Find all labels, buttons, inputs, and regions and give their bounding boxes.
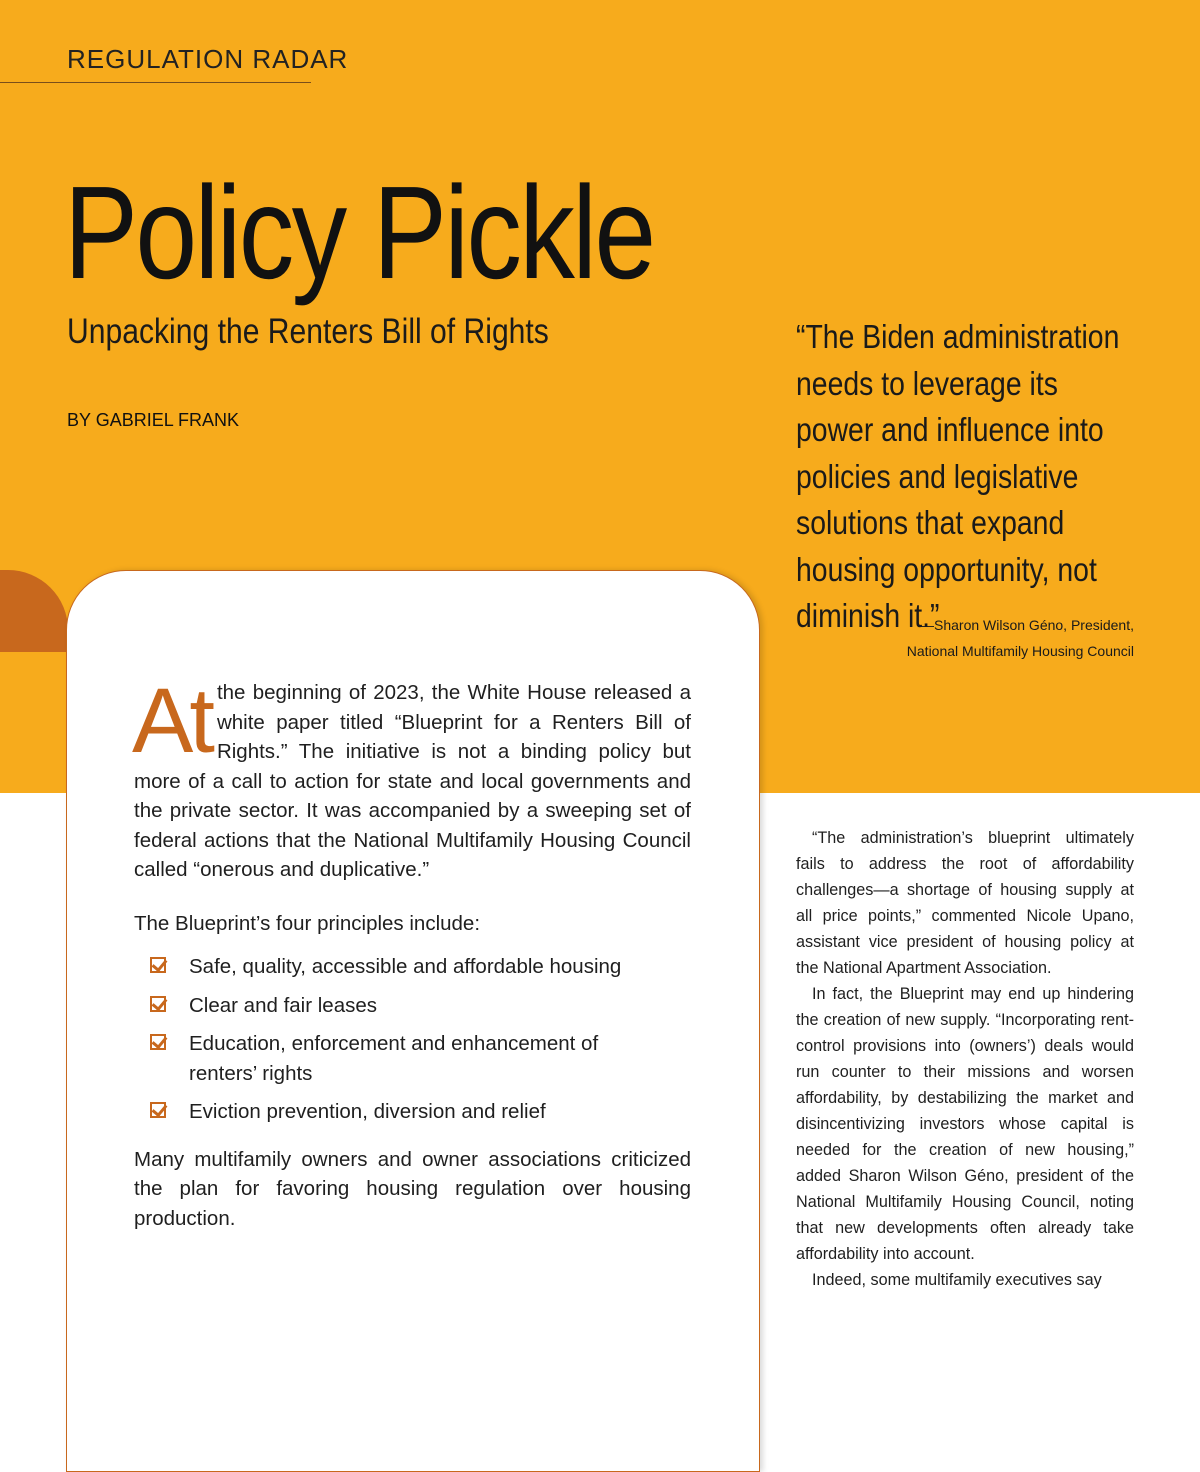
attribution-line-1: —Sharon Wilson Géno, President,: [920, 617, 1134, 633]
drop-cap: At: [132, 670, 211, 772]
side-paragraph: In fact, the Blueprint may end up hindering the creation of new supply. “Incorporating rent-control provisions into (owners’) deals would run counter to their missions and worsen affordability, by destabilizing the market and disincentivizing investors whose capital is needed for the creation of new housing,” added Sharon Wilson Géno, president of the National Multifamily Housing Council, noting that new developments often already take affordability into account.: [796, 985, 1134, 1263]
pull-quote-text: “The Biden administration needs to leverage its power and influence into policies and legislative solutions that expand housing opportunity, not diminish it.”: [796, 318, 1120, 634]
section-label: REGULATION RADAR: [67, 44, 349, 74]
attribution-line-2: National Multifamily Housing Council: [906, 643, 1134, 659]
checkbox-icon: [150, 996, 166, 1012]
principles-list: [134, 952, 691, 1127]
checkbox-icon: [150, 957, 166, 973]
side-paragraph: “The administration’s blueprint ultimately fails to address the root of affordability challenges—a shortage of housing supply at all price points,” commented Nicole Upano, assistant vice president of housing policy at the National Apartment Association.: [796, 829, 1134, 977]
principles-intro: The Blueprint’s four principles include:: [134, 911, 481, 935]
list-item: [134, 1097, 691, 1127]
checkbox-icon: [150, 1102, 166, 1118]
intro-paragraph-text: the beginning of 2023, the White House released a white paper titled “Blueprint for a Renters Bill of Rights.” The initiative is not a binding policy but more of a call to action for state and local governments and the private sector. It was accompanied by a sweeping set of federal actions that the National Multifamily Housing Council called “onerous and duplicative.”: [134, 681, 691, 881]
main-article-column: [132, 670, 691, 1233]
list-item: [134, 952, 691, 982]
list-item-text: Clear and fair leases: [189, 993, 378, 1017]
section-divider: [0, 82, 311, 83]
closing-paragraph: Many multifamily owners and owner associations criticized the plan for favoring housing regulation over housing production.: [134, 1147, 691, 1230]
checkbox-icon: [150, 1034, 166, 1050]
article-subtitle: Unpacking the Renters Bill of Rights: [67, 312, 549, 351]
pull-quote: [796, 314, 1136, 640]
side-paragraph: Indeed, some multifamily executives say: [812, 1271, 1102, 1289]
article-title: Policy Pickle: [64, 159, 654, 306]
list-item-text: Safe, quality, accessible and affordable housing: [189, 955, 622, 978]
byline: BY GABRIEL FRANK: [67, 410, 240, 430]
list-item: [134, 991, 691, 1021]
pull-quote-attribution: [907, 612, 1134, 664]
side-article-column: [796, 825, 1134, 1293]
list-item: [134, 1029, 691, 1088]
intro-paragraph: [132, 670, 691, 885]
list-item-text: Education, enforcement and enhancement of renters’ rights: [189, 1032, 599, 1085]
list-item-text: Eviction prevention, diversion and relief: [189, 1100, 546, 1123]
